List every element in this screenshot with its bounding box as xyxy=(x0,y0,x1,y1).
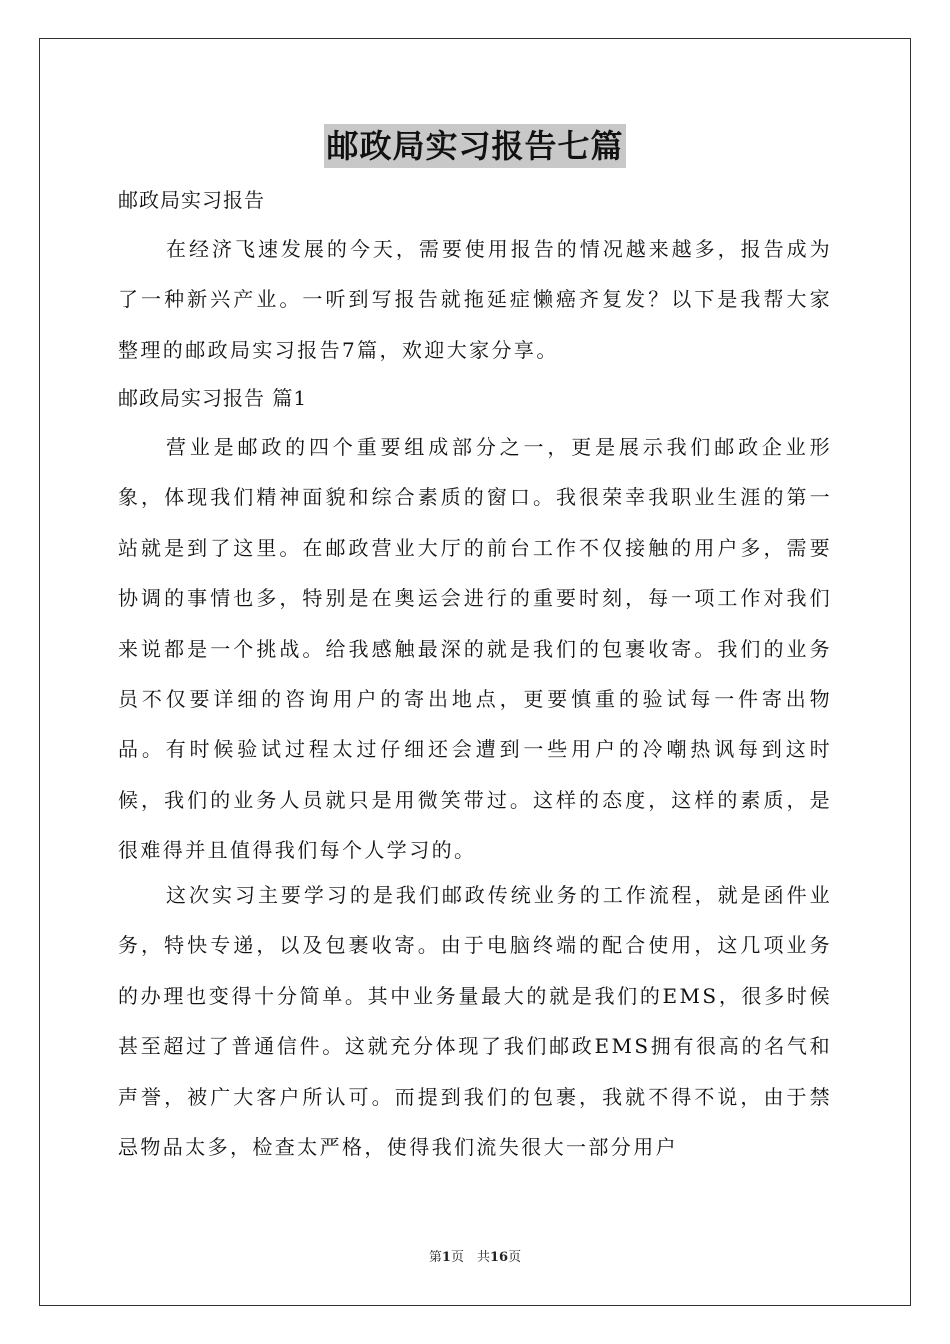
page-footer xyxy=(0,1246,950,1265)
footer-mid: 页 共 xyxy=(450,1250,490,1265)
document-title: 邮政局实习报告七篇 xyxy=(324,124,625,168)
title-container xyxy=(0,124,950,168)
footer-prefix: 第 xyxy=(428,1250,442,1265)
subheading: 邮政局实习报告 xyxy=(118,188,265,212)
intro-paragraph: 在经济飞速发展的今天，需要使用报告的情况越来越多，报告成为了一种新兴产业。一听到写报告就拖延症懒癌齐复发？以下是我帮大家整理的邮政局实习报告7篇，欢迎大家分享。 xyxy=(118,237,832,362)
footer-current-page: 1 xyxy=(441,1250,451,1265)
footer-suffix: 页 xyxy=(508,1250,522,1265)
body-paragraph-2: 这次实习主要学习的是我们邮政传统业务的工作流程，就是函件业务，特快专递，以及包裹收寄。由于电脑终端的配合使用，这几项业务的办理也变得十分简单。其中业务量最大的就是我们的EMS，很多时候甚至超过了普通信件。这就充分体现了我们邮政EMS拥有很高的名气和声誉，被广大客户所认可。而提到我们的包裹，我就不得不说，由于禁忌物品太多，检查太严格，使得我们流失很大一部分用户 xyxy=(118,883,832,1160)
body-paragraph-1: 营业是邮政的四个重要组成部分之一，更是展示我们邮政企业形象，体现我们精神面貌和综合素质的窗口。我很荣幸我职业生涯的第一站就是到了这里。在邮政营业大厅的前台工作不仅接触的用户多，需要协调的事情也多，特别是在奥运会进行的重要时刻，每一项工作对我们来说都是一个挑战。给我感触最深的就是我们的包裹收寄。我们的业务员不仅要详细的咨询用户的寄出地点，更要慎重的验试每一件寄出物品。有时候验试过程太过仔细还会遭到一些用户的冷嘲热讽每到这时候，我们的业务人员就只是用微笑带过。这样的态度，这样的素质，是很难得并且值得我们每个人学习的。 xyxy=(118,435,832,863)
footer-total-pages: 16 xyxy=(489,1250,509,1265)
section-heading: 邮政局实习报告 篇1 xyxy=(118,386,308,410)
